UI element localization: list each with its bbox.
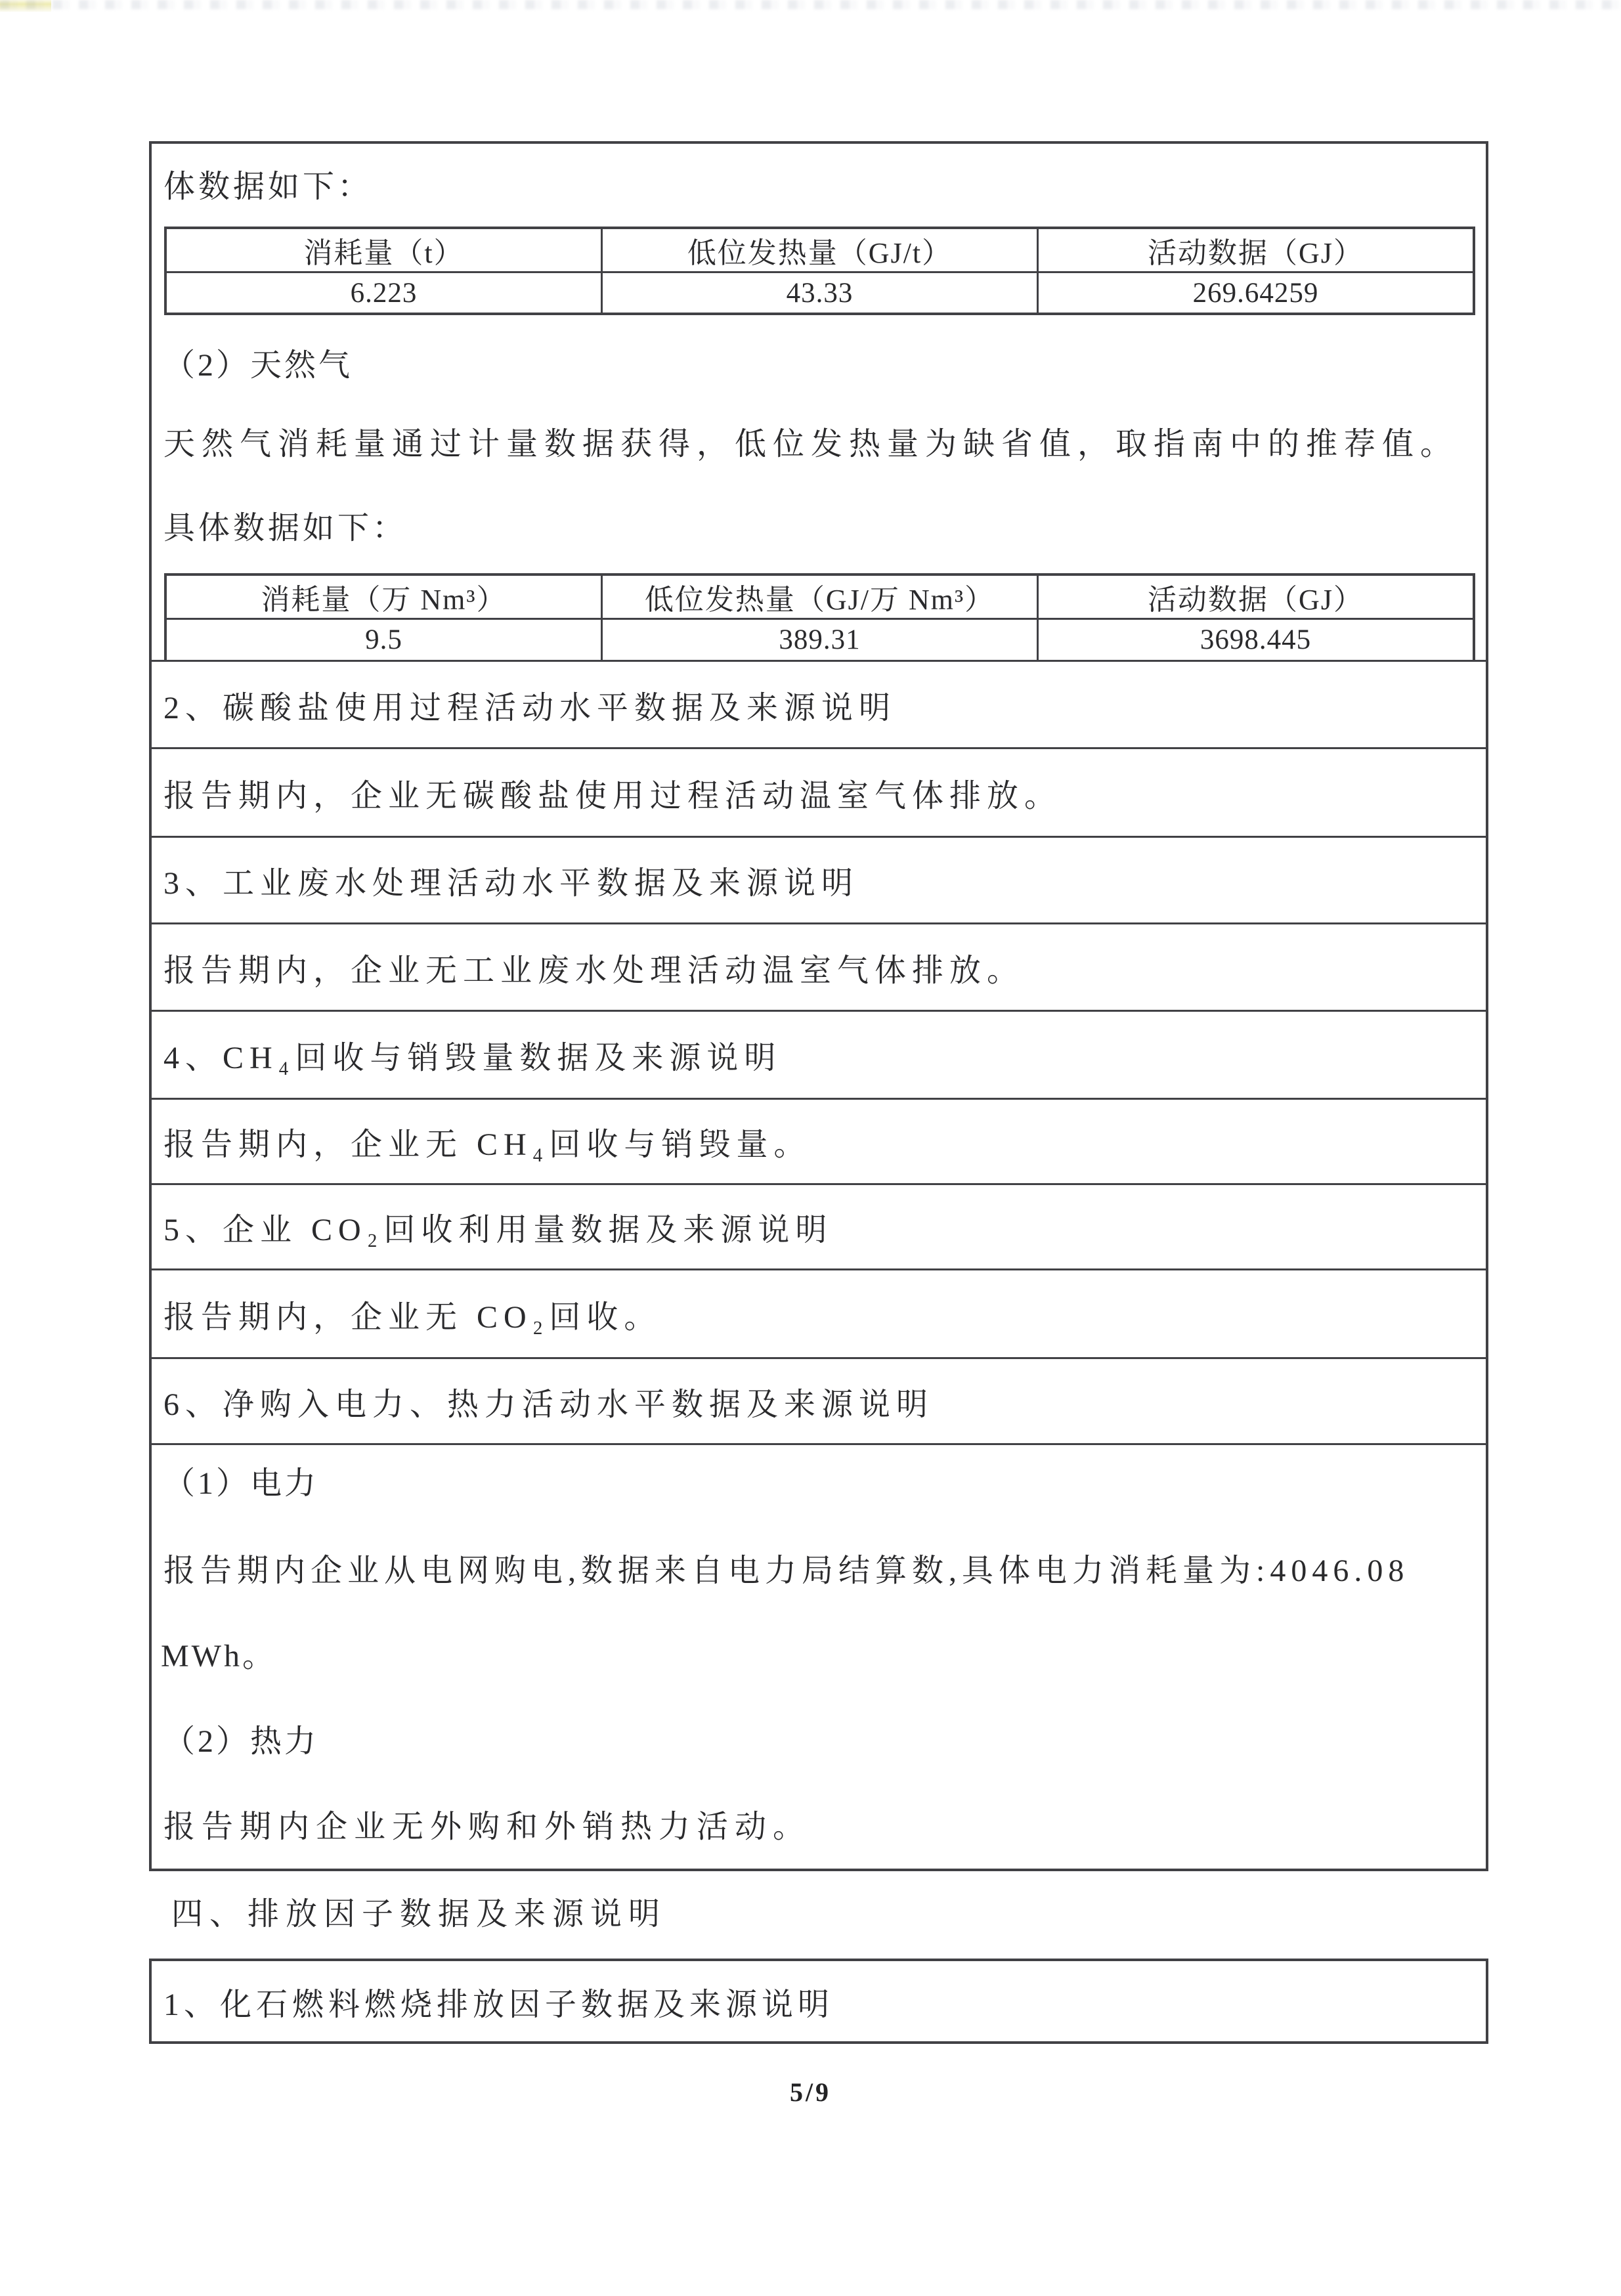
fuel-table-value-consumption: 6.223 <box>350 277 418 309</box>
gas-table-data-row <box>167 620 1473 660</box>
page-number: 5/9 <box>789 2077 832 2107</box>
section-co2-heading: 5、企业 CO₂回收利用量数据及来源说明 <box>152 1185 1486 1270</box>
gas-table-value-heating-value: 389.31 <box>601 620 1037 660</box>
scan-bleed-artifact <box>0 0 1621 9</box>
heat-subheading: （2）热力 <box>163 1724 319 1759</box>
natural-gas-description: 天然气消耗量通过计量数据获得，低位发热量为缺省值，取指南中的推荐值。 <box>163 427 1459 462</box>
fuel-table-data-row <box>167 273 1473 313</box>
section-ch4-heading: 4、CH₄回收与销毁量数据及来源说明 <box>152 1012 1486 1100</box>
section-carbonate-heading: 2、碳酸盐使用过程活动水平数据及来源说明 <box>152 662 1486 749</box>
fossil-factor-heading: 1、化石燃料燃烧排放因子数据及来源说明 <box>163 1987 834 2022</box>
row-power-heat-details <box>152 1445 1486 1869</box>
natural-gas-table <box>164 573 1475 660</box>
section-ch4-body: 报告期内，企业无 CH₄回收与销毁量。 <box>152 1100 1486 1185</box>
heat-statement-line: 报告期内企业无外购和外销热力活动。 <box>163 1809 811 1844</box>
section-wastewater-body: 报告期内，企业无工业废水处理活动温室气体排放。 <box>152 924 1486 1012</box>
fuel-consumption-table <box>164 227 1475 315</box>
section-wastewater-heading: 3、工业废水处理活动水平数据及来源说明 <box>152 838 1486 924</box>
gas-table-header-consumption: 消耗量（万 Nm³） <box>261 584 507 616</box>
fuel-table-header-row <box>167 229 1473 273</box>
gas-table-header-row <box>167 576 1473 620</box>
section-carbonate-body: 报告期内，企业无碳酸盐使用过程活动温室气体排放。 <box>152 749 1486 838</box>
fuel-table-header-activity-data: 活动数据（GJ） <box>1037 229 1473 271</box>
fossil-factor-box <box>149 1959 1488 2044</box>
electricity-statement-line2: MWh。 <box>161 1639 276 1674</box>
electricity-subheading: （1）电力 <box>163 1466 319 1501</box>
section-four-heading: 四、排放因子数据及来源说明 <box>171 1897 667 1932</box>
row-fuel-and-gas-data <box>152 144 1486 662</box>
gas-table-header-heating-value: 低位发热量（GJ/万 Nm³） <box>601 576 1037 618</box>
report-table <box>149 141 1488 1871</box>
natural-gas-data-intro: 具体数据如下： <box>163 511 408 546</box>
intro-partial-line: 体数据如下： <box>163 169 373 204</box>
section-power-heat-heading: 6、净购入电力、热力活动水平数据及来源说明 <box>152 1359 1486 1445</box>
gas-table-value-consumption: 9.5 <box>365 624 402 655</box>
gas-table-value-activity-data: 3698.445 <box>1037 620 1473 660</box>
natural-gas-heading: （2）天然气 <box>163 348 353 383</box>
fuel-table-value-heating-value: 43.33 <box>601 273 1037 313</box>
section-co2-body: 报告期内，企业无 CO₂回收。 <box>152 1270 1486 1359</box>
fuel-table-header-consumption: 消耗量（t） <box>303 237 464 269</box>
fuel-table-header-heating-value: 低位发热量（GJ/t） <box>601 229 1037 271</box>
gas-table-header-activity-data: 活动数据（GJ） <box>1037 576 1473 618</box>
electricity-statement-line1: 报告期内企业从电网购电,数据来自电力局结算数,具体电力消耗量为:4046.08 <box>163 1553 1410 1588</box>
fuel-table-value-activity-data: 269.64259 <box>1037 273 1473 313</box>
